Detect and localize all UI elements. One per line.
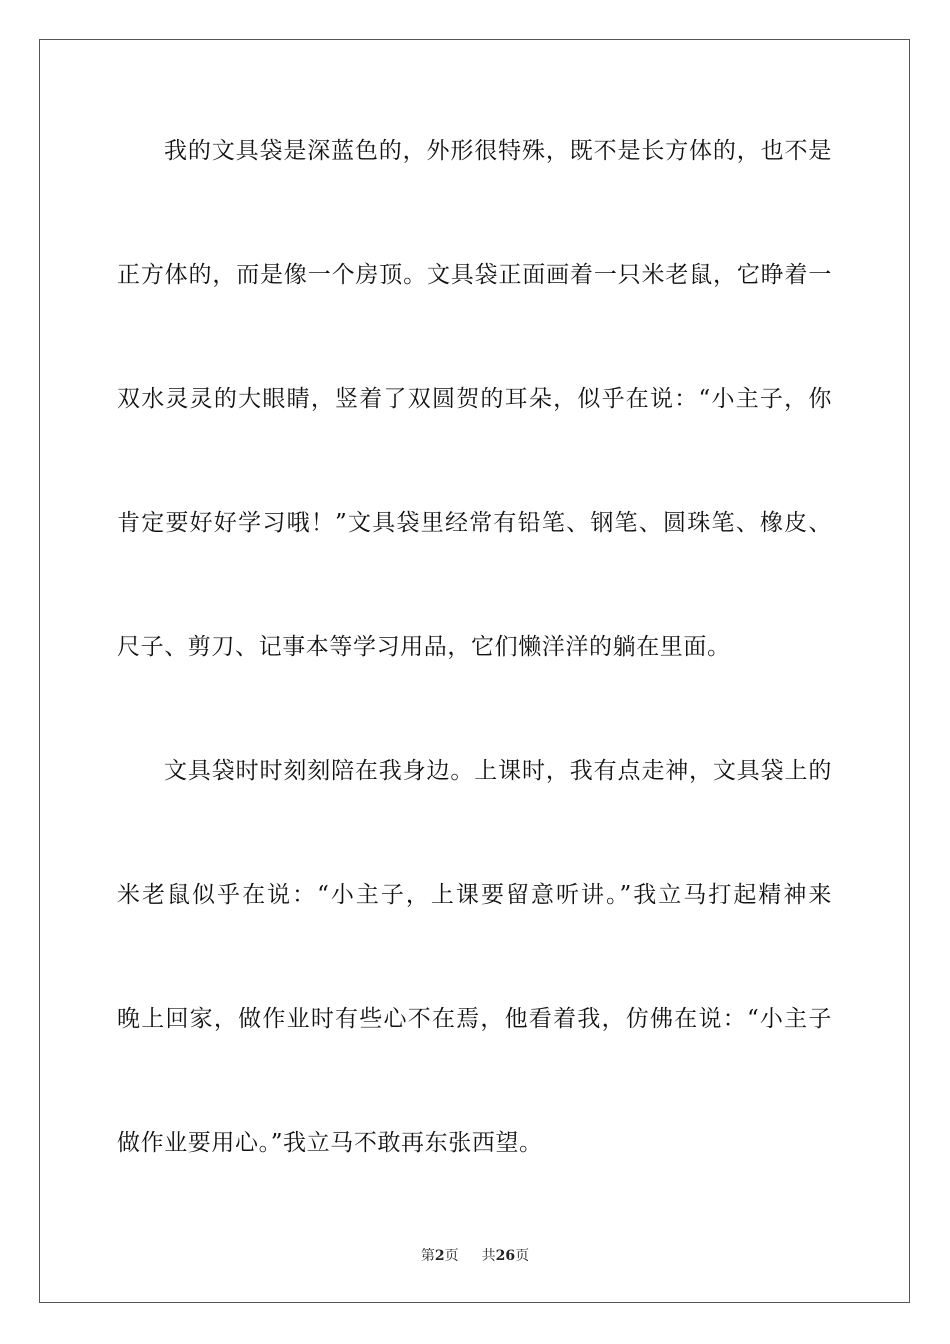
footer-total-suffix: 页 — [515, 1248, 530, 1264]
page-footer — [0, 1246, 950, 1266]
total-pages: 26 — [495, 1248, 516, 1264]
text-line: 晚上回家，做作业时有些心不在焉，他看着我，仿佛在说：“小主子 — [117, 1006, 832, 1032]
text-line: 米老鼠似乎在说：“小主子，上课要留意听讲。”我立马打起精神来 — [117, 882, 832, 908]
text-line: 双水灵灵的大眼睛，竖着了双圆贺的耳朵，似乎在说：“小主子，你 — [117, 386, 832, 412]
text-line: 肯定要好好学习哦！”文具袋里经常有铅笔、钢笔、圆珠笔、橡皮、 — [117, 510, 832, 536]
page-number: 2 — [434, 1248, 445, 1264]
page-border — [39, 39, 910, 1303]
text-line: 尺子、剪刀、记事本等学习用品，它们懒洋洋的躺在里面。 — [117, 634, 731, 660]
footer-page-suffix: 页 — [444, 1248, 459, 1264]
footer-total-prefix: 共 — [481, 1248, 496, 1264]
text-line: 我的文具袋是深蓝色的，外形很特殊，既不是长方体的，也不是 — [164, 138, 832, 164]
footer-prefix: 第 — [420, 1248, 435, 1264]
text-line: 文具袋时时刻刻陪在我身边。上课时，我有点走神，文具袋上的 — [164, 758, 832, 784]
text-line: 正方体的，而是像一个房顶。文具袋正面画着一只米老鼠，它睁着一 — [117, 262, 832, 288]
text-line: 做作业要用心。”我立马不敢再东张西望。 — [117, 1130, 543, 1156]
